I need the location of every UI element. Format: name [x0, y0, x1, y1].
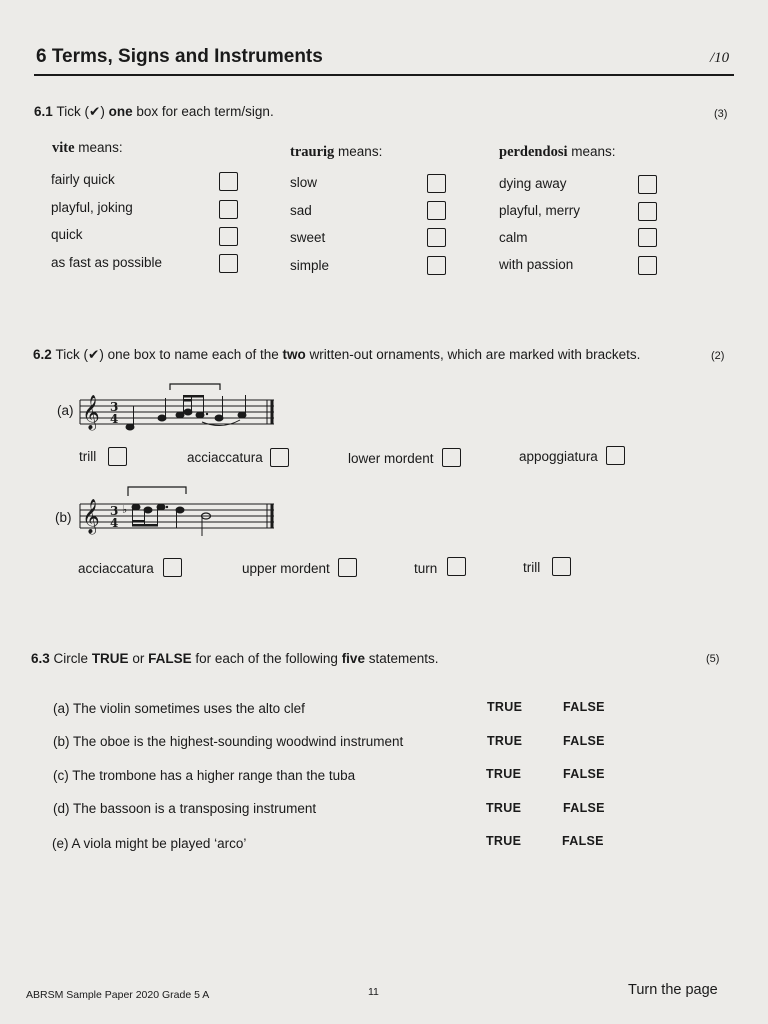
option-label: trill	[79, 449, 97, 464]
false-option-d[interactable]: FALSE	[563, 801, 605, 815]
music-staff-b	[74, 482, 284, 544]
statement-d: (d) The bassoon is a transposing instrument	[53, 801, 317, 816]
ornament-bracket	[128, 487, 186, 496]
term-heading-perdendosi: perdendosi means:	[499, 144, 616, 160]
ornament-bracket	[170, 384, 220, 390]
option-label: playful, merry	[499, 203, 581, 218]
note-head	[184, 409, 192, 415]
checkbox-a-trill[interactable]	[108, 447, 127, 466]
option-label: turn	[414, 561, 438, 576]
note-head	[196, 412, 204, 418]
question-number: 6.1	[34, 104, 53, 119]
excerpt-label-a: (a)	[57, 403, 74, 418]
note-head	[215, 415, 223, 421]
option-label: trill	[523, 560, 541, 575]
checkbox-sweet[interactable]	[427, 228, 446, 247]
option-label: as fast as possible	[51, 255, 163, 270]
music-staff-a	[74, 378, 284, 440]
true-option-c[interactable]: TRUE	[486, 767, 522, 781]
checkbox-fairly-quick[interactable]	[219, 172, 238, 191]
statement-e: (e) A viola might be played ‘arco’	[52, 836, 247, 851]
option-label: lower mordent	[348, 451, 434, 466]
checkbox-a-acciaccatura[interactable]	[270, 448, 289, 467]
checkbox-b-trill[interactable]	[552, 557, 571, 576]
tick-symbol: ✔	[89, 104, 101, 119]
section-title: 6 Terms, Signs and Instruments	[36, 46, 323, 67]
question-6-3: 6.3 Circle TRUE or FALSE for each of the following five statements.	[31, 651, 439, 666]
note-head	[176, 507, 184, 513]
option-label: playful, joking	[51, 200, 133, 215]
true-option-e[interactable]: TRUE	[486, 834, 522, 848]
flat-icon: ♭	[122, 503, 128, 516]
false-option-a[interactable]: FALSE	[563, 700, 605, 714]
checkbox-with-passion[interactable]	[638, 256, 657, 275]
option-label: dying away	[499, 176, 567, 191]
checkbox-sad[interactable]	[427, 201, 446, 220]
question-number: 6.2	[33, 347, 52, 362]
note-head	[238, 412, 246, 418]
note-head	[132, 504, 140, 510]
tick-symbol: ✔	[88, 347, 100, 362]
false-option-c[interactable]: FALSE	[563, 767, 605, 781]
question-6-2: 6.2 Tick (✔) one box to name each of the two written-out ornaments, which are marked with brackets.	[33, 347, 641, 362]
true-option-b[interactable]: TRUE	[487, 734, 523, 748]
question-marks: (2)	[711, 350, 725, 362]
time-sig-top: 3	[110, 504, 119, 518]
true-option-d[interactable]: TRUE	[486, 801, 522, 815]
note-head	[176, 412, 184, 418]
option-label: slow	[290, 175, 318, 190]
time-sig-top: 3	[110, 400, 119, 414]
option-label: sweet	[290, 230, 326, 245]
checkbox-quick[interactable]	[219, 227, 238, 246]
checkbox-as-fast-as-possible[interactable]	[219, 254, 238, 273]
note-head	[157, 504, 165, 510]
option-label: with passion	[499, 257, 574, 272]
footer-paper-name: ABRSM Sample Paper 2020 Grade 5 A	[26, 989, 210, 1001]
checkbox-a-appoggiatura[interactable]	[606, 446, 625, 465]
section-marks: /10	[710, 50, 730, 66]
page-number: 11	[368, 986, 379, 998]
term-heading-vite: vite means:	[52, 140, 123, 156]
option-label: sad	[290, 203, 312, 218]
turn-the-page: Turn the page	[628, 982, 718, 998]
checkbox-simple[interactable]	[427, 256, 446, 275]
checkbox-b-acciaccatura[interactable]	[163, 558, 182, 577]
true-option-a[interactable]: TRUE	[487, 700, 523, 714]
false-option-e[interactable]: FALSE	[562, 834, 604, 848]
option-label: acciaccatura	[187, 450, 263, 465]
option-label: simple	[290, 258, 330, 273]
title-rule	[34, 74, 734, 76]
checkbox-playful-merry[interactable]	[638, 202, 657, 221]
checkbox-dying-away[interactable]	[638, 175, 657, 194]
option-label: appoggiatura	[519, 449, 598, 464]
option-label: fairly quick	[51, 172, 115, 187]
option-label: calm	[499, 230, 528, 245]
treble-clef-icon: 𝄞	[82, 395, 100, 430]
checkbox-playful-joking[interactable]	[219, 200, 238, 219]
question-6-1: 6.1 Tick (✔) one box for each term/sign.	[34, 104, 274, 119]
excerpt-label-b: (b)	[55, 510, 72, 525]
question-marks: (5)	[706, 653, 720, 665]
treble-clef-icon: 𝄞	[82, 499, 100, 534]
checkbox-b-turn[interactable]	[447, 557, 466, 576]
checkbox-b-upper-mordent[interactable]	[338, 558, 357, 577]
false-option-b[interactable]: FALSE	[563, 734, 605, 748]
note-head	[158, 415, 166, 421]
time-sig-bottom: 4	[110, 516, 119, 530]
question-number: 6.3	[31, 651, 50, 666]
statement-c: (c) The trombone has a higher range than the tuba	[53, 768, 356, 783]
checkbox-slow[interactable]	[427, 174, 446, 193]
note-head	[144, 507, 152, 513]
option-label: quick	[51, 227, 83, 242]
question-marks: (3)	[714, 108, 728, 120]
term-heading-traurig: traurig means:	[290, 144, 383, 160]
checkbox-a-lower-mordent[interactable]	[442, 448, 461, 467]
option-label: acciaccatura	[78, 561, 154, 576]
checkbox-calm[interactable]	[638, 228, 657, 247]
statement-a: (a) The violin sometimes uses the alto clef	[53, 701, 305, 716]
statement-b: (b) The oboe is the highest-sounding woodwind instrument	[53, 734, 404, 749]
option-label: upper mordent	[242, 561, 330, 576]
time-sig-bottom: 4	[110, 412, 119, 426]
